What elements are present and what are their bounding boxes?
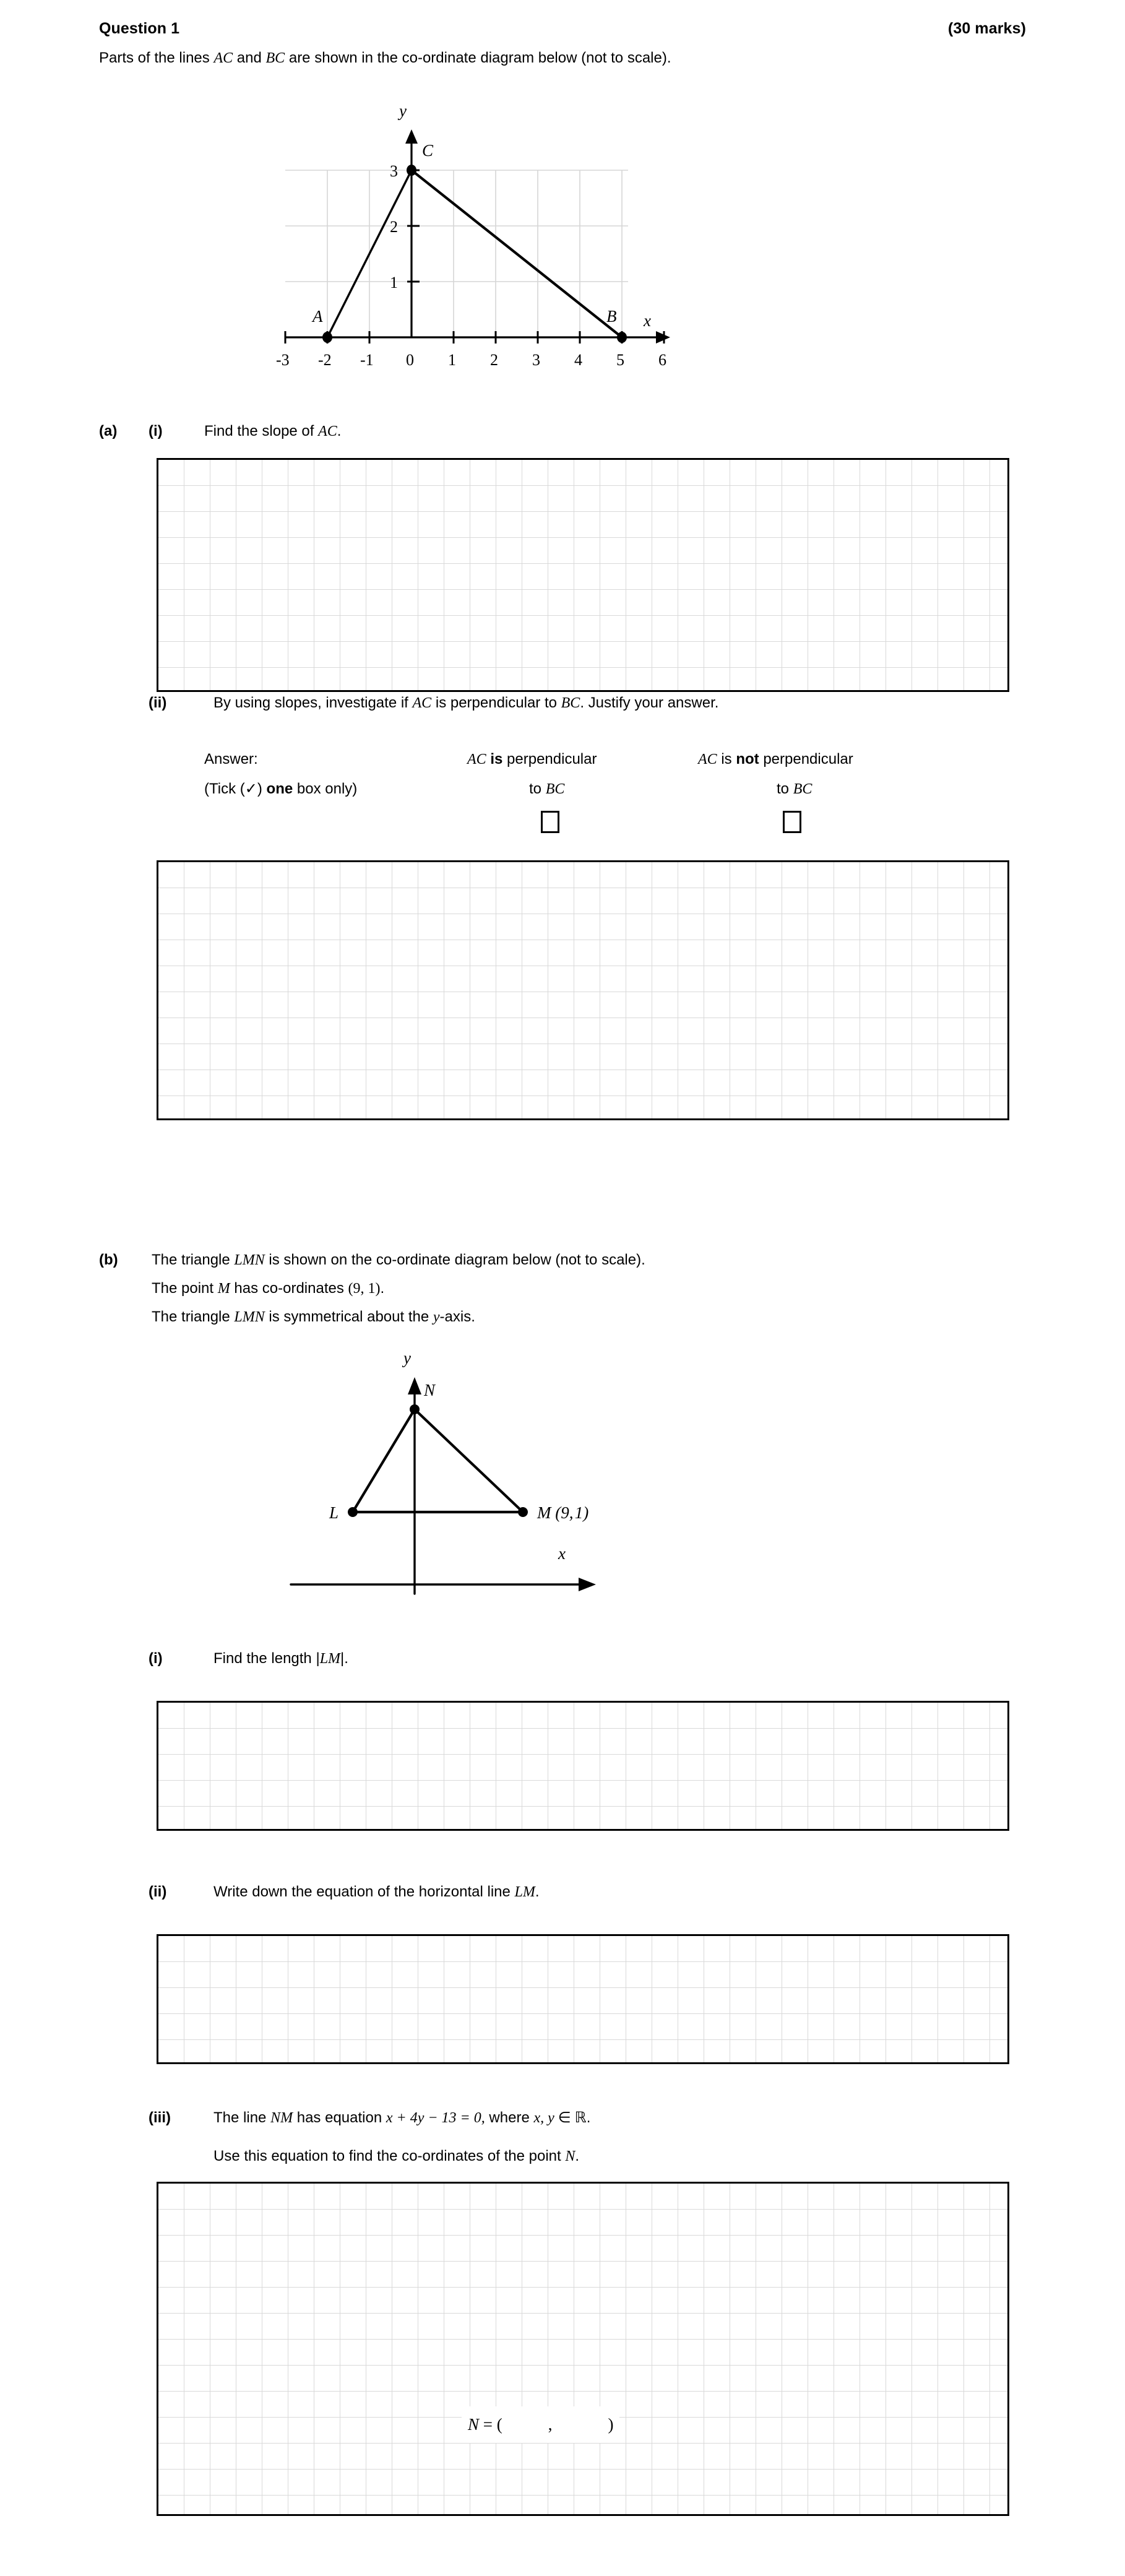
point-n xyxy=(410,1404,420,1414)
n-answer-eq: = ( xyxy=(479,2415,502,2434)
part-a-i-text-post: . xyxy=(337,423,342,439)
tick-instruction-bold: one xyxy=(266,780,293,797)
svg-text:2: 2 xyxy=(390,218,398,236)
option-right-line2-pre: to xyxy=(777,780,793,797)
point-a xyxy=(322,332,332,343)
part-b-iii-line2-var: N xyxy=(565,2148,575,2164)
intro-text-part2: and xyxy=(233,50,266,66)
diagram2-triangle xyxy=(353,1409,523,1512)
part-a-i-var: AC xyxy=(318,423,337,439)
part-b-iii-line1-mid: has equation xyxy=(293,2109,386,2126)
option-is-perpendicular-line2 xyxy=(529,782,564,797)
intro-text xyxy=(99,51,671,66)
label-c: C xyxy=(422,141,434,160)
part-b-line2-end: . xyxy=(380,1280,385,1297)
option-right-bold: not xyxy=(736,751,759,767)
part-a-ii-question xyxy=(213,696,718,711)
label-y-axis: y xyxy=(399,102,407,120)
svg-text:3: 3 xyxy=(390,162,398,180)
part-b-i-var: LM xyxy=(319,1651,341,1667)
part-b-line3-pre: The triangle xyxy=(152,1308,235,1325)
diagram1-y-tick-labels xyxy=(390,162,398,292)
part-b-line2 xyxy=(152,1281,384,1296)
answer-label: Answer: xyxy=(204,751,258,767)
answer-box-b-i[interactable] xyxy=(157,1701,1009,1831)
part-b-iii-line1-var: NM xyxy=(270,2110,293,2126)
part-b-iii-where: where xyxy=(485,2109,534,2126)
label-m: M (9, 1) xyxy=(537,1503,589,1522)
part-a-letter: (a) xyxy=(99,423,118,439)
option-left-var: AC xyxy=(467,751,486,767)
option-right-plain: is xyxy=(721,751,736,767)
diagram2-axes xyxy=(291,1377,596,1594)
part-b-iii-numeral: (iii) xyxy=(149,2109,171,2126)
point-c xyxy=(407,165,416,176)
tick-instruction xyxy=(204,782,357,797)
diagram1-y-ticks xyxy=(407,170,420,282)
diagram1-x-tick-labels xyxy=(276,351,666,369)
part-b-line3-var: LMN xyxy=(234,1309,265,1325)
n-answer-close: ) xyxy=(608,2415,614,2434)
diagram1-segments xyxy=(327,170,622,337)
option-left-line2-var: BC xyxy=(545,781,565,797)
label-x-axis-2: x xyxy=(558,1544,566,1563)
option-left-line2-pre: to xyxy=(529,780,546,797)
part-b-line3-mid: is symmetrical about the xyxy=(264,1308,433,1325)
part-b-line2-var: M xyxy=(217,1281,230,1297)
part-b-iii-line2-pre: Use this equation to find the co-ordinates of the point xyxy=(213,2148,566,2164)
point-m xyxy=(518,1507,528,1517)
tick-instruction-post: box only) xyxy=(293,780,358,797)
point-b xyxy=(617,332,627,343)
part-b-iii-set: ℝ xyxy=(574,2110,587,2126)
part-b-line3-post: -axis. xyxy=(439,1308,475,1325)
label-b: B xyxy=(606,307,617,326)
part-a-ii-text-1: By using slopes, investigate if xyxy=(213,694,413,711)
point-l xyxy=(348,1507,358,1517)
part-b-iii-end: . xyxy=(586,2109,591,2126)
part-a-ii-var-ac: AC xyxy=(412,695,432,711)
part-b-i-text-post: |. xyxy=(340,1650,348,1667)
n-coordinate-answer[interactable] xyxy=(462,2406,619,2443)
diagram2-points xyxy=(348,1404,528,1517)
answer-box-b-ii[interactable] xyxy=(157,1934,1009,2064)
option-left-bold: is xyxy=(490,751,503,767)
svg-text:-1: -1 xyxy=(360,351,374,369)
part-b-i-question xyxy=(213,1651,348,1666)
n-answer-comma: , xyxy=(548,2415,553,2434)
part-b-ii-text-post: . xyxy=(535,1883,540,1900)
part-b-ii-numeral: (ii) xyxy=(149,1883,167,1900)
part-b-ii-text-pre: Write down the equation of the horizontal line xyxy=(213,1883,515,1900)
coordinate-diagram-abc xyxy=(276,102,675,369)
answer-box-b-iii[interactable] xyxy=(157,2182,1009,2516)
label-x-axis: x xyxy=(644,311,651,330)
label-n: N xyxy=(424,1381,436,1399)
part-a-i-question xyxy=(204,424,341,439)
svg-text:2: 2 xyxy=(490,351,498,369)
part-b-line3 xyxy=(152,1310,475,1325)
option-not-perpendicular-line1 xyxy=(698,752,853,767)
option-is-perpendicular-line1 xyxy=(467,752,597,767)
svg-text:3: 3 xyxy=(532,351,540,369)
segment-ln xyxy=(353,1409,415,1512)
tick-check-icon: ✓ xyxy=(244,780,257,797)
diagram1-gridlines xyxy=(285,170,628,337)
svg-text:1: 1 xyxy=(390,274,398,292)
svg-text:1: 1 xyxy=(448,351,456,369)
part-b-line3-var2: y xyxy=(433,1309,440,1325)
part-b-line1-pre: The triangle xyxy=(152,1251,235,1268)
svg-text:5: 5 xyxy=(616,351,624,369)
part-a-ii-var-bc: BC xyxy=(561,695,580,711)
intro-text-part1: Parts of the lines xyxy=(99,50,214,66)
part-b-line2-post: has co-ordinates xyxy=(230,1280,348,1297)
part-b-ii-question xyxy=(213,1885,540,1900)
part-b-iii-equation: x + 4y − 13 = 0, xyxy=(386,2110,485,2126)
part-b-iii-vars: x, y xyxy=(533,2110,554,2126)
intro-var-bc: BC xyxy=(265,50,285,66)
tickbox-is-perpendicular[interactable] xyxy=(541,811,559,833)
svg-text:6: 6 xyxy=(658,351,666,369)
part-b-line1-var: LMN xyxy=(234,1252,265,1268)
label-a: A xyxy=(312,307,323,326)
part-a-i-numeral: (i) xyxy=(149,423,163,439)
part-b-iii-line2-post: . xyxy=(575,2148,580,2164)
part-b-line2-coords: (9, 1) xyxy=(348,1281,381,1297)
segment-nm xyxy=(415,1409,523,1512)
part-a-ii-text-2: is perpendicular to xyxy=(431,694,561,711)
svg-text:-3: -3 xyxy=(276,351,290,369)
option-right-line2-var: BC xyxy=(793,781,812,797)
part-b-letter: (b) xyxy=(99,1251,118,1268)
part-b-iii-line1 xyxy=(213,2111,590,2125)
tick-instruction-mid: ) xyxy=(257,780,267,797)
coordinate-diagram-lmn xyxy=(309,1334,743,1594)
label-y-axis-2: y xyxy=(403,1349,411,1367)
diagram1-points xyxy=(322,165,627,343)
answer-box-a-ii[interactable] xyxy=(157,860,1009,1120)
page-title: Question 1 xyxy=(99,20,180,37)
part-b-i-numeral: (i) xyxy=(149,1650,163,1667)
tickbox-not-perpendicular[interactable] xyxy=(783,811,801,833)
option-right-var: AC xyxy=(698,751,717,767)
part-b-iii-line1-pre: The line xyxy=(213,2109,271,2126)
svg-text:0: 0 xyxy=(406,351,414,369)
part-b-iii-line2 xyxy=(213,2149,579,2164)
svg-text:4: 4 xyxy=(574,351,582,369)
part-b-line2-pre: The point xyxy=(152,1280,218,1297)
tick-instruction-pre: (Tick ( xyxy=(204,780,245,797)
option-right-rest: perpendicular xyxy=(759,751,853,767)
segment-cb xyxy=(412,170,622,337)
option-not-perpendicular-line2 xyxy=(777,782,812,797)
intro-text-part3: are shown in the co-ordinate diagram below (not to scale). xyxy=(285,50,671,66)
n-answer-prefix: N xyxy=(468,2415,480,2434)
answer-box-a-i[interactable] xyxy=(157,458,1009,692)
part-b-ii-var: LM xyxy=(514,1884,535,1900)
svg-text:-2: -2 xyxy=(318,351,332,369)
part-b-iii-in: ∈ xyxy=(554,2110,575,2126)
part-b-i-text-pre: Find the length | xyxy=(213,1650,320,1667)
part-b-line1-post: is shown on the co-ordinate diagram below (not to scale). xyxy=(264,1251,645,1268)
intro-var-ac: AC xyxy=(213,50,233,66)
label-l: L xyxy=(329,1503,339,1522)
part-b-line1 xyxy=(152,1253,645,1268)
part-a-ii-text-3: . Justify your answer. xyxy=(580,694,719,711)
part-a-i-text-pre: Find the slope of xyxy=(204,423,319,439)
marks-label: (30 marks) xyxy=(947,20,1026,37)
part-a-ii-numeral: (ii) xyxy=(149,694,167,711)
option-left-rest: perpendicular xyxy=(502,751,597,767)
